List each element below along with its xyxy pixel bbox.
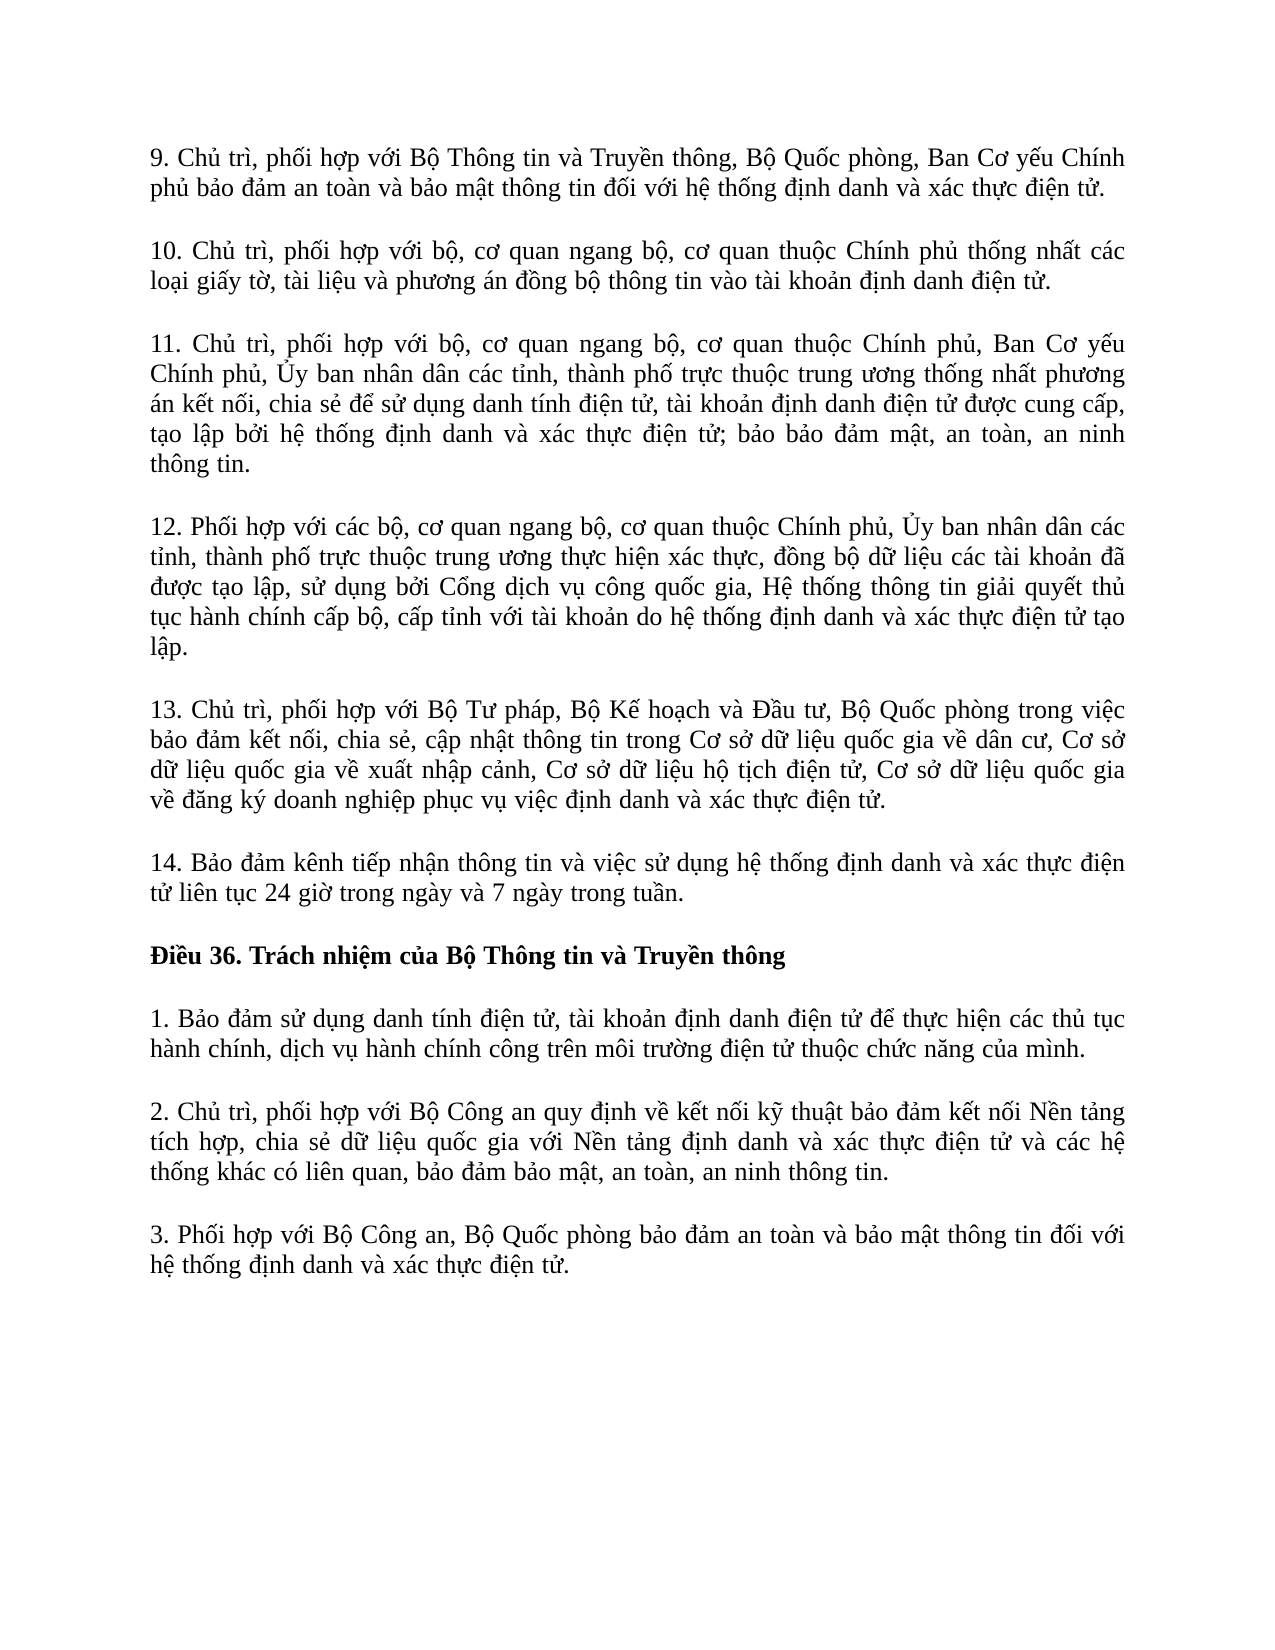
article-36-clause-2: 2. Chủ trì, phối hợp với Bộ Công an quy định về kết nối kỹ thuật bảo đảm kết nối Nền tảng tích hợp, chia sẻ dữ liệu quốc gia với Nền tảng định danh và xác thực điện tử và các hệ thống khác có liên quan, bảo đảm bảo mật, an toàn, an ninh thông tin. [150, 1097, 1125, 1186]
clause-10: 10. Chủ trì, phối hợp với bộ, cơ quan ngang bộ, cơ quan thuộc Chính phủ thống nhất các loại giấy tờ, tài liệu và phương án đồng bộ thông tin vào tài khoản định danh điện tử. [150, 236, 1125, 295]
clause-13: 13. Chủ trì, phối hợp với Bộ Tư pháp, Bộ Kế hoạch và Đầu tư, Bộ Quốc phòng trong việc bảo đảm kết nối, chia sẻ, cập nhật thông tin trong Cơ sở dữ liệu quốc gia về dân cư, Cơ sở dữ liệu quốc gia về xuất nhập cảnh, Cơ sở dữ liệu hộ tịch điện tử, Cơ sở dữ liệu quốc gia về đăng ký doanh nghiệp phục vụ việc định danh và xác thực điện tử. [150, 695, 1125, 814]
article-36-clause-1: 1. Bảo đảm sử dụng danh tính điện tử, tài khoản định danh điện tử để thực hiện các thủ tục hành chính, dịch vụ hành chính công trên môi trường điện tử thuộc chức năng của mình. [150, 1004, 1125, 1063]
clause-9: 9. Chủ trì, phối hợp với Bộ Thông tin và Truyền thông, Bộ Quốc phòng, Ban Cơ yếu Chính phủ bảo đảm an toàn và bảo mật thông tin đối với hệ thống định danh và xác thực điện tử. [150, 143, 1125, 202]
article-36-clause-3: 3. Phối hợp với Bộ Công an, Bộ Quốc phòng bảo đảm an toàn và bảo mật thông tin đối với hệ thống định danh và xác thực điện tử. [150, 1220, 1125, 1279]
clause-14: 14. Bảo đảm kênh tiếp nhận thông tin và việc sử dụng hệ thống định danh và xác thực điện tử liên tục 24 giờ trong ngày và 7 ngày trong tuần. [150, 848, 1125, 907]
clause-12: 12. Phối hợp với các bộ, cơ quan ngang bộ, cơ quan thuộc Chính phủ, Ủy ban nhân dân các tỉnh, thành phố trực thuộc trung ương thực hiện xác thực, đồng bộ dữ liệu các tài khoản đã được tạo lập, sử dụng bởi Cổng dịch vụ công quốc gia, Hệ thống thông tin giải quyết thủ tục hành chính cấp bộ, cấp tỉnh với tài khoản do hệ thống định danh và xác thực điện tử tạo lập. [150, 512, 1125, 661]
article-36-heading: Điều 36. Trách nhiệm của Bộ Thông tin và Truyền thông [150, 941, 786, 970]
clause-11: 11. Chủ trì, phối hợp với bộ, cơ quan ngang bộ, cơ quan thuộc Chính phủ, Ban Cơ yếu Chính phủ, Ủy ban nhân dân các tỉnh, thành phố trực thuộc trung ương thống nhất phương án kết nối, chia sẻ để sử dụng danh tính điện tử, tài khoản định danh điện tử được cung cấp, tạo lập bởi hệ thống định danh và xác thực điện tử; bảo bảo đảm mật, an toàn, an ninh thông tin. [150, 329, 1125, 478]
